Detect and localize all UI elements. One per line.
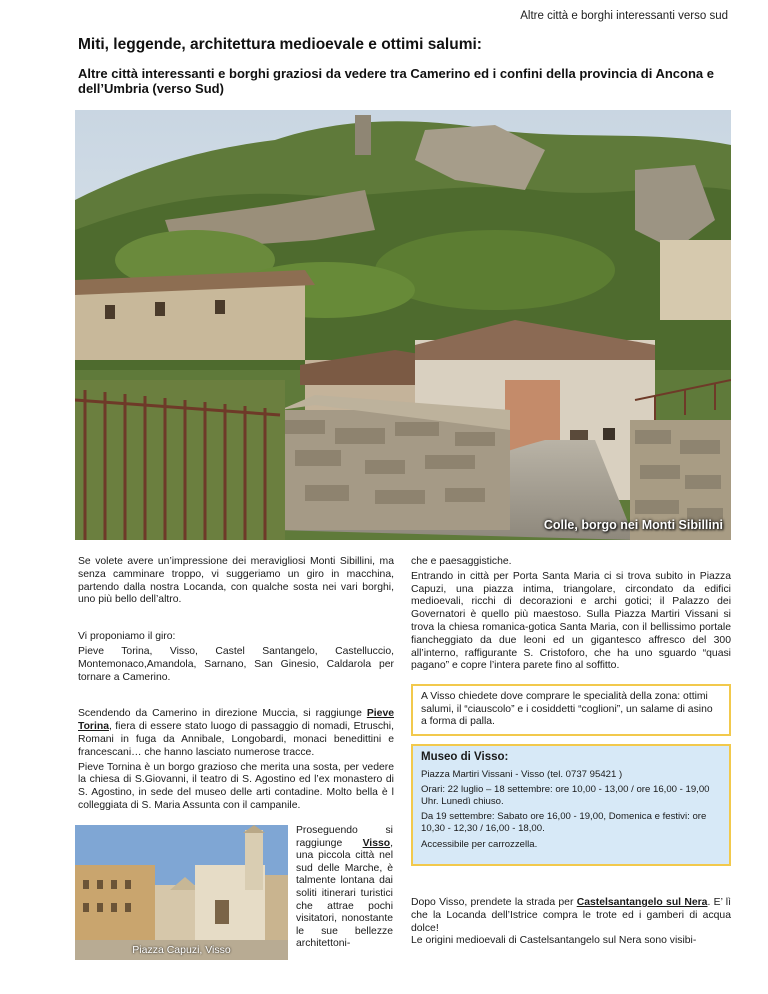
museum-box xyxy=(411,744,731,866)
castelsantangelo-link[interactable]: Castelsantangelo sul Nera xyxy=(576,897,708,908)
museum-hours-summer: Orari: 22 luglio – 18 settembre: ore 10,00 - 13,00 / ore 16,00 - 19,00 Uhr. Lunedì chiuso. xyxy=(421,784,710,807)
museum-hours-autumn: Da 19 settembre: Sabato ore 16,00 - 19,00, Domenica e festivi: ore 10,30 - 12,30 / 16,00 - 18,00. xyxy=(421,811,707,834)
pieve-torina-paragraph: Scendendo da Camerino in direzione Muccia, si raggiunge Pieve Torina, fiera di essere stato luogo di passaggio di nomadi, Etruschi, Romani in fuga da Annibale, Longobardi, monaci benedittini e francescani… che hanno lasciato numerose tracce. xyxy=(78,708,394,758)
right-column xyxy=(411,556,731,675)
piazza-photo-illustration xyxy=(75,825,288,960)
tour-list: Pieve Torina, Visso, Castel Santangelo, Castelluccio, Montemonaco,Amandola, Sarnano, San Ginesio, Caldarola per tornare a Camerino. xyxy=(78,645,394,683)
hero-photo xyxy=(75,110,731,540)
intro-paragraph: Se volete avere un’impressione dei meravigliosi Monti Sibillini, ma senza camminare troppo, vi suggeriamo un giro in macchina, partendo dalla nostra Locanda, con qualche sosta nei vari borghi, uno più bello dell’altro. xyxy=(78,556,394,606)
museum-title: Museo di Visso: xyxy=(421,751,509,763)
page-title: Miti, leggende, architettura medioevale e ottimi salumi: xyxy=(78,36,482,53)
visso-paragraph: Proseguendo si raggiunge Visso, una piccola città nel sud delle Marche, è talmente lontana dai soliti itinerari turistici che attrae pochi visitatori, nonostante le sue bellezze architettoni- xyxy=(296,825,393,950)
visso-continued: che e paesaggistiche. xyxy=(411,556,512,567)
visso-description: Entrando in città per Porta Santa Maria ci si trova subito in Piazza Capuzi, una piazza intima, triangolare, circondato da edifici medioevali, ricchi di decorazioni e archi gotici; il Palazzo dei Governatori è quello più maestoso. Sulla Piazza Martiri Vissani si trova la chiesa romanica-gotica Santa Maria, con il bellissimo portale fiancheggiato da due leoni ed un gigantesco affresco del 300 all’interno, raffigurante S. Cristoforo, che ha uno sguardo “quasi pagano” e copre l’intera parete fino al soffitto. xyxy=(411,570,731,672)
running-head: Altre città e borghi interessanti verso sud xyxy=(520,10,728,22)
castelsantangelo-section xyxy=(411,897,731,948)
museum-accessibility: Accessibile per carrozzella. xyxy=(421,838,538,850)
specialties-callout: A Visso chiedete dove comprare le specialità della zona: ottimi salumi, il “ciauscolo” e i cosiddetti “coglioni”, un salame di asino a forma di palla. xyxy=(411,684,731,736)
castelsantangelo-paragraph: Dopo Visso, prendete la strada per Castelsantangelo sul Nera. E’ lì che la Locanda dell’Istrice compra le trote ed i gamberi di acqua dolce! xyxy=(411,897,731,934)
pieve-torina-link[interactable]: Pieve Torina xyxy=(78,708,394,733)
hero-caption: Colle, borgo nei Monti Sibillini xyxy=(543,518,723,532)
tour-intro: Vi proponiamo il giro: xyxy=(78,631,176,643)
hero-photo-illustration xyxy=(75,110,731,540)
visso-link[interactable]: Visso xyxy=(362,837,391,849)
castelsantangelo-origins: Le origini medioevali di Castelsantangelo sul Nera sono visibi- xyxy=(411,935,697,947)
page-subtitle: Altre città interessanti e borghi graziosi da vedere tra Camerino ed i confini della provincia di Ancona e dell’Umbria (verso Sud) xyxy=(78,66,714,96)
piazza-caption: Piazza Capuzi, Visso xyxy=(132,944,231,956)
pieve-torina-details: Pieve Tornina è un borgo grazioso che merita una sosta, per vedere la chiesa di S.Giovanni, il teatro di S. Agostino ed l’ex monastero di S. Agostino, in sede del museo delle arti contadine. Molto bella è l colleggiata di S. Maria Assunta con il campanile. xyxy=(78,761,394,811)
museum-address: Piazza Martiri Vissani - Visso (tel. 0737 95421 ) xyxy=(421,768,623,780)
piazza-capuzi-photo xyxy=(75,825,288,960)
left-column xyxy=(78,556,394,815)
